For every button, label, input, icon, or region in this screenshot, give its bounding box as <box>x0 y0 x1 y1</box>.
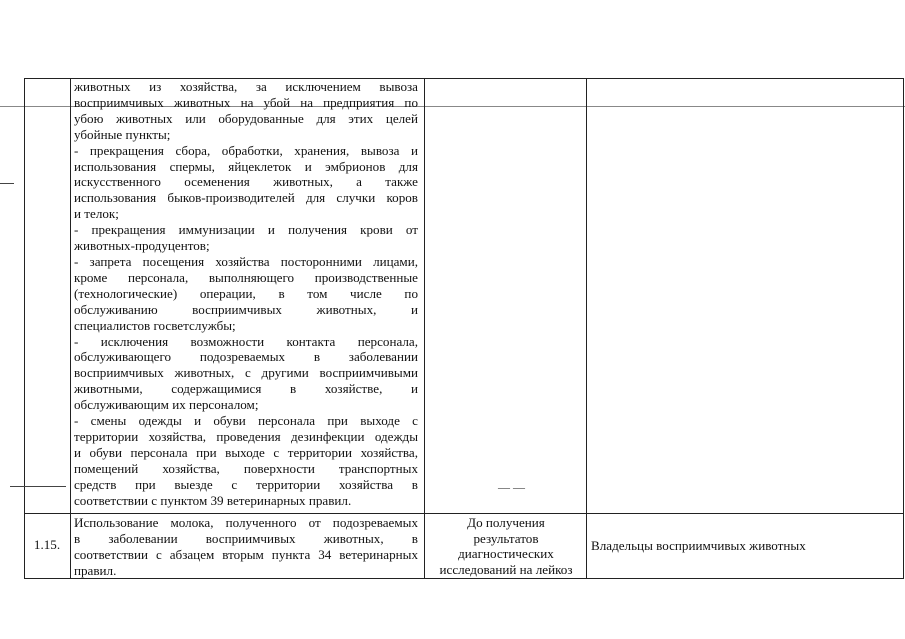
margin-mark <box>10 486 66 487</box>
text-line: специалистов госветслужбы; <box>74 317 236 333</box>
text-line: в заболевании восприимчивых животных, в <box>74 530 418 546</box>
text-line: - исключения возможности контакта персонала, <box>74 333 418 349</box>
term-line: диагностических <box>458 546 554 562</box>
text-line: убойные пункты; <box>74 126 171 142</box>
text-line: обслуживанию восприимчивых животных, и <box>74 301 418 317</box>
text-line: соответствии с абзацем вторым пункта 34 ветеринарных <box>74 546 418 562</box>
text-line: и телок; <box>74 206 119 222</box>
text-line: искусственного осеменения животных, а также <box>74 174 418 190</box>
row-divider <box>24 513 904 514</box>
text-line: животных из хозяйства, за исключением вывоза <box>74 79 418 94</box>
text-line: - прекращения иммунизации и получения крови от <box>74 222 418 238</box>
text-line: соответствии с пунктом 39 ветеринарных правил. <box>74 492 352 508</box>
row-responsible: Владельцы восприимчивых животных <box>591 538 806 553</box>
text-line: помещений хозяйства, поверхности транспортных <box>74 460 418 476</box>
column-divider-3 <box>586 78 587 579</box>
table-right-border <box>903 78 904 579</box>
row-term <box>428 515 584 577</box>
text-line: обслуживающего подозреваемых в заболевании <box>74 349 418 365</box>
text-line: и обуви персонала при выходе с территории хозяйства, <box>74 444 418 460</box>
text-line: средств при выезде с территории хозяйства в <box>74 476 418 492</box>
text-line: - прекращения сбора, обработки, хранения, вывоза и <box>74 142 418 158</box>
column-divider-2 <box>424 78 425 579</box>
text-line: (технологические) операции, в том числе по <box>74 285 418 301</box>
row-number: 1.15. <box>33 537 61 552</box>
text-line: - смены одежды и обуви персонала при выходе с <box>74 413 418 429</box>
text-line: восприимчивых животных на убой на предприятия по <box>74 94 418 110</box>
column-divider-1 <box>70 78 71 579</box>
term-line: исследований на лейкоз <box>439 561 573 577</box>
text-line: - запрета посещения хозяйства посторонними лицами, <box>74 253 418 269</box>
text-line: восприимчивых животных, с другими восприимчивыми <box>74 365 418 381</box>
text-line: правил. <box>74 562 117 578</box>
text-line: использования быков-производителей для случки коров <box>74 190 418 206</box>
margin-mark <box>0 183 14 184</box>
table-left-border <box>24 78 25 579</box>
text-line: Использование молока, полученного от подозреваемых <box>74 515 418 530</box>
continued-row-description <box>74 79 418 508</box>
text-line: кроме персонала, выполняющего производственные <box>74 269 418 285</box>
term-line: результатов <box>473 530 539 546</box>
continued-row-term-mark: — — <box>498 480 525 494</box>
text-line: территории хозяйства, проведения дезинфекции одежды <box>74 428 418 444</box>
row-description <box>74 515 418 579</box>
term-line: До получения <box>467 515 545 530</box>
text-line: животными, содержащимися в хозяйстве, и <box>74 381 418 397</box>
text-line: использования спермы, яйцеклеток и эмбрионов для <box>74 158 418 174</box>
text-line: животных-продуцентов; <box>74 238 210 254</box>
text-line: убою животных или оборудованные для этих целей <box>74 110 418 126</box>
text-line: обслуживающим их персоналом; <box>74 397 259 413</box>
